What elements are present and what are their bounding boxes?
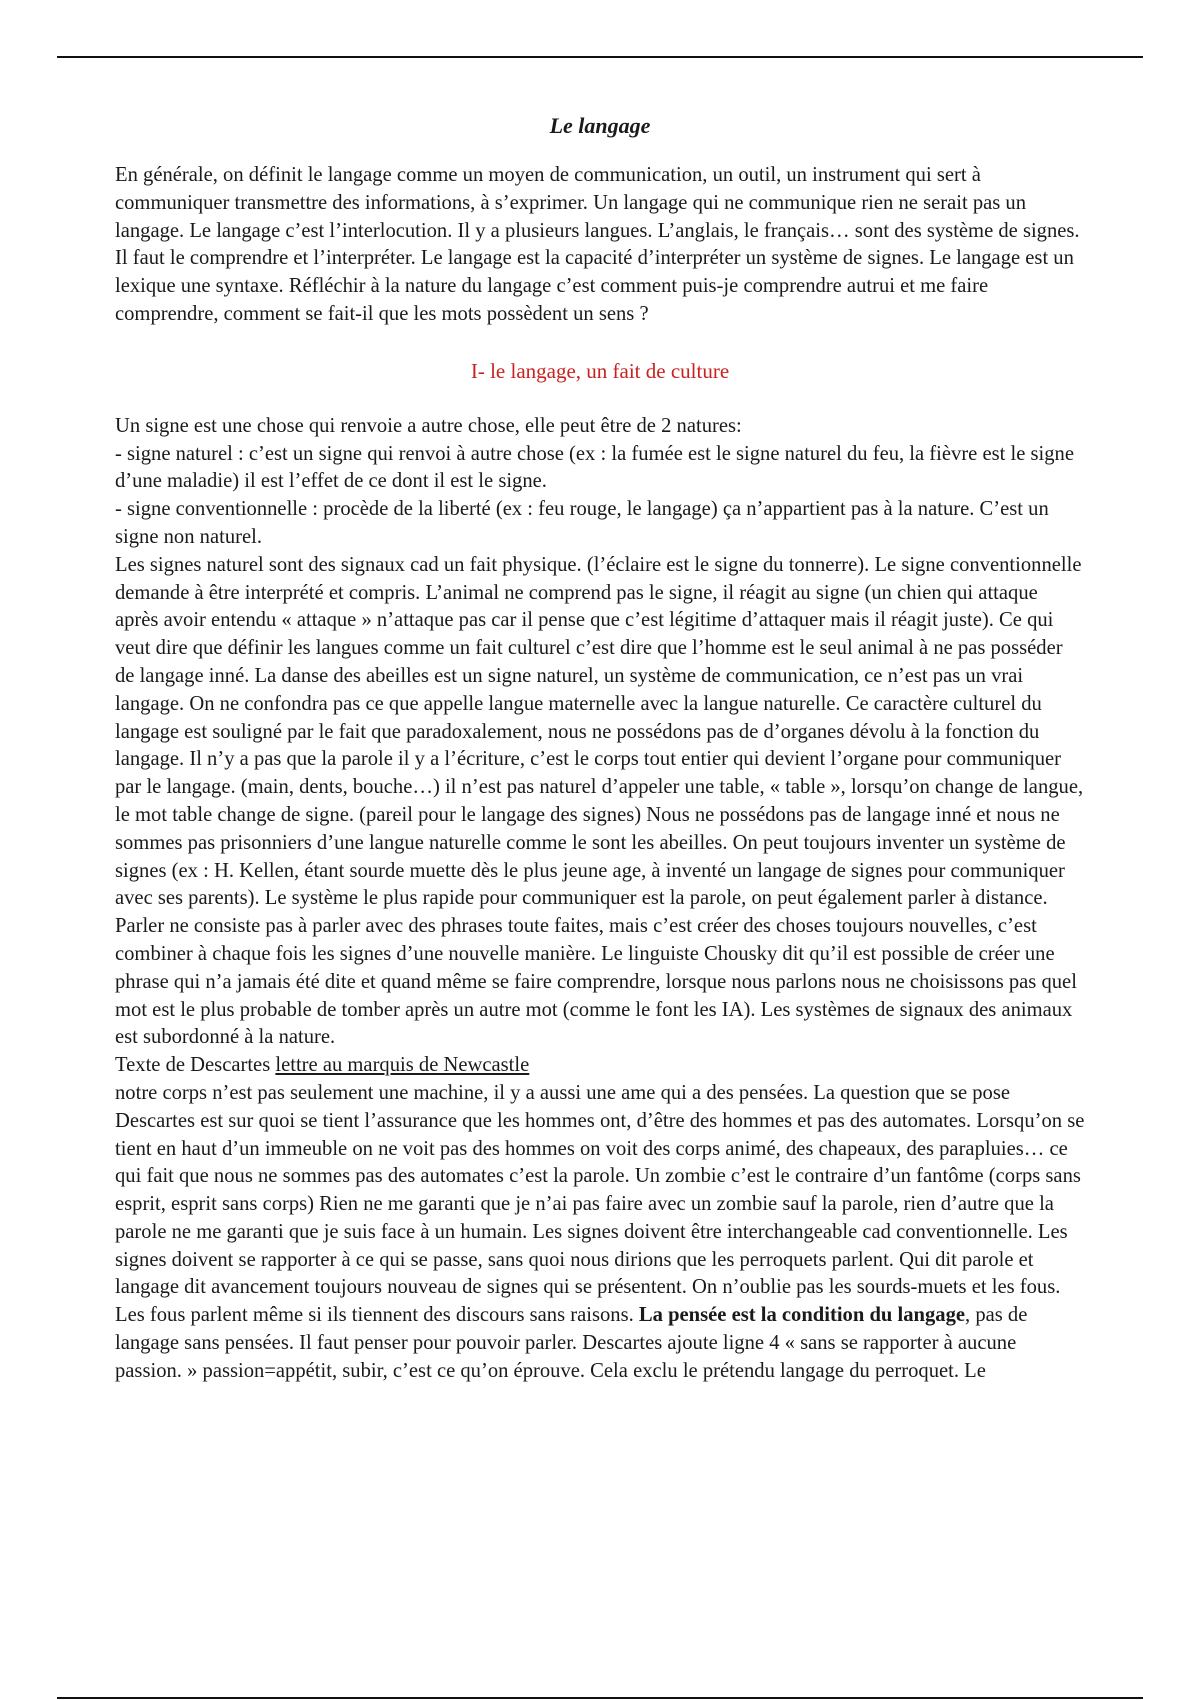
descartes-paragraph: [115, 1080, 1085, 1386]
text-reference-title: lettre au marquis de Newcastle: [275, 1054, 530, 1077]
footer-rule: [57, 1697, 1143, 1699]
section-heading: I- le langage, un fait de culture: [470, 358, 730, 383]
descartes-bold-statement: La pensée est la condition du langage: [638, 1304, 966, 1327]
text-reference-prefix: Texte de Descartes: [115, 1054, 276, 1077]
descartes-text-b: , pas de langage sans pensées. Il faut penser pour pouvoir parler. Descartes ajoute ligne 4 « sans se rapporter à aucune passion. » passion=appétit, subir, c’est ce qu’on éprouve. Cela exclu le prétendu langage du perroquet. Le: [115, 1304, 1028, 1382]
document-page: [115, 112, 1085, 1386]
header-rule: [57, 56, 1143, 58]
descartes-text-a: notre corps n’est pas seulement une machine, il y a aussi une ame qui a des pensées. La question que se pose Descartes est sur quoi se tient l’assurance que les hommes ont, d’être des hommes et pas des automates. Lorsqu’on se tient en haut d’un immeuble on ne voit pas des hommes on voit des corps animé, des chapeaux, des parapluies… ce qui fait que nous ne sommes pas des automates c’est la parole. Un zombie c’est le contraire d’un fantôme (corps sans esprit, esprit sans corps) Rien ne me garanti que je n’ai pas faire avec un zombie sauf la parole, rien d’autre que la parole ne me garanti que je suis face à un humain. Les signes doivent être interchangeable cad conventionnelle. Les signes doivent se rapporter à ce qui se passe, sans quoi nous dirions que les perroquets parlent. Qui dit parole et langage dit avancement toujours nouveau de signes qui se présentent. On n’oublie pas les sourds-muets et les fous. Les fous parlent même si ils tiennent des discours sans raisons.: [115, 1081, 1085, 1327]
body-paragraph: Les signes naturel sont des signaux cad un fait physique. (l’éclaire est le signe du tonnerre). Le signe conventionnelle demande à être interprété et compris. L’animal ne comprend pas le signe, il réagit au signe (un chien qui attaque après avoir entendu « attaque » n’attaque pas car il pense que c’est légitime d’attaquer mais il réagit juste). Ce qui veut dire que définir les langues comme un fait culturel c’est dire que l’homme est le seul animal à ne pas posséder de langage inné. La danse des abeilles est un signe naturel, un système de communication, ce n’est pas un vrai langage. On ne confondra pas ce que appelle langue maternelle avec la langue naturelle. Ce caractère culturel du langage est souligné par le fait que paradoxalement, nous ne possédons pas de d’organes dévolu à la fonction du langage. Il n’y a pas que la parole il y a l’écriture, c’est le corps tout entier qui devient l’organe pour communiquer par le langage. (main, dents, bouche…) il n’est pas naturel d’appeler une table, « table », lorsqu’on change de langue, le mot table change de signe. (pareil pour le langage des signes) Nous ne possédons pas de langage inné et nous ne sommes pas prisonniers d’une langue naturelle comme le sont les abeilles. On peut toujours inventer un système de signes (ex : H. Kellen, étant sourde muette dès le plus jeune age, à inventé un langage de signes pour communiquer avec ses parents). Le système le plus rapide pour communiquer est la parole, on peut également parler à distance. Parler ne consiste pas à parler avec des phrases toute faites, mais c’est créer des choses toujours nouvelles, c’est combiner à chaque fois les signes d’une nouvelle manière. Le linguiste Chousky dit qu’il est possible de créer une phrase qui n’a jamais été dite et quand même se faire comprendre, lorsque nous parlons nous ne choisissons pas quel mot est le plus probable de tomber après un autre mot (comme le font les IA). Les systèmes de signaux des animaux est subordonné à la nature.: [115, 553, 1084, 1049]
text-reference: [115, 1052, 1085, 1080]
sign-conventional-item: - signe conventionnelle : procède de la liberté (ex : feu rouge, le langage) ça n’appartient pas à la nature. C’est un signe non naturel.: [115, 498, 1049, 548]
sign-definition: Un signe est une chose qui renvoie a autre chose, elle peut être de 2 natures:: [115, 414, 742, 437]
sign-natural-item: - signe naturel : c’est un signe qui renvoi à autre chose (ex : la fumée est le signe naturel du feu, la fièvre est le signe d’une maladie) il est l’effet de ce dont il est le signe.: [115, 442, 1074, 493]
document-title: Le langage: [549, 113, 651, 138]
intro-paragraph: En générale, on définit le langage comme un moyen de communication, un outil, un instrument qui sert à communiquer transmettre des informations, à s’exprimer. Un langage qui ne communique rien ne serait pas un langage. Le langage c’est l’interlocution. Il y a plusieurs langues. L’anglais, le français… sont des système de signes. Il faut le comprendre et l’interpréter. Le langage est la capacité d’interpréter un système de signes. Le langage est un lexique une syntaxe. Réfléchir à la nature du langage c’est comment puis-je comprendre autrui et me faire comprendre, comment se fait-il que les mots possèdent un sens ?: [115, 164, 1080, 325]
